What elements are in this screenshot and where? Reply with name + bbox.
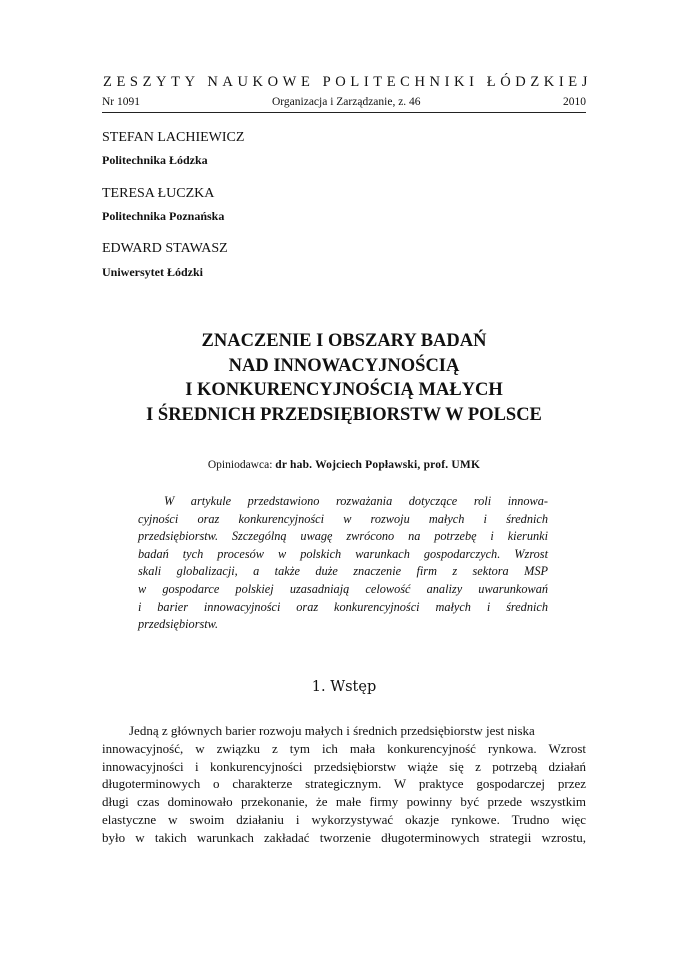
- reviewer-label: Opiniodawca:: [207, 459, 273, 471]
- abstract-line: w gospodarce polskiej uzasadniają celowość analizy uwarunkowań: [138, 581, 548, 596]
- author-affiliation: Politechnika Poznańska: [102, 209, 225, 223]
- body-line: innowacyjności i konkurencyjności przedsiębiorstw wiąże się z potrzebą działań: [102, 758, 586, 774]
- title-line: NAD INNOWACYJNOŚCIĄ: [228, 355, 460, 376]
- article-title: [102, 329, 586, 427]
- author-affiliation: Politechnika Łódzka: [102, 153, 208, 167]
- body-line: innowacyjność, w związku z tym ich mała konkurencyjność rynkowa. Wzrost: [102, 740, 586, 756]
- author-name: EDWARD STAWASZ: [102, 241, 228, 256]
- body-text: [102, 722, 586, 847]
- title-line: I ŚREDNICH PRZEDSIĘBIORSTW W POLSCE: [146, 404, 542, 425]
- author-name: STEFAN LACHIEWICZ: [102, 130, 245, 145]
- journal-series: Organizacja i Zarządzanie, z. 46: [272, 96, 421, 108]
- abstract-line: i barier innowacyjności oraz konkurencyjności małych i średnich: [138, 599, 548, 614]
- abstract-line: skali globalizacji, a także duże znaczenie firm z sektora MSP: [138, 564, 548, 579]
- journal-year: 2010: [563, 96, 586, 108]
- reviewer-line: [102, 459, 586, 471]
- abstract: [138, 493, 548, 634]
- journal-title: ZESZYTY NAUKOWE POLITECHNIKI ŁÓDZKIEJ: [103, 74, 593, 90]
- abstract-line: przedsiębiorstw.: [138, 617, 219, 632]
- abstract-line: cyjności oraz konkurencyjności w rozwoju małych i średnich: [138, 511, 548, 526]
- journal-meta-line: [102, 96, 586, 113]
- body-line: elastyczne w swoim działaniu i wykorzystywać okazje rynkowe. Trudno więc: [102, 811, 586, 827]
- author-name: TERESA ŁUCZKA: [102, 186, 215, 201]
- abstract-line: W artykule przedstawiono rozważania dotyczące roli innowa-: [164, 494, 548, 508]
- body-line: długi czas dominowało przekonanie, że małe firmy powinny być przede wszystkim: [102, 794, 586, 810]
- body-line: długoterminowych o charakterze strategicznym. W praktyce gospodarczej przez: [102, 776, 586, 792]
- reviewer-name: dr hab. Wojciech Popławski, prof. UMK: [275, 459, 481, 471]
- section-heading: 1. Wstęp: [311, 679, 377, 695]
- body-line: Jedną z głównych barier rozwoju małych i średnich przedsiębiorstw jest niska: [129, 723, 535, 738]
- title-line: ZNACZENIE I OBSZARY BADAŃ: [201, 331, 487, 351]
- body-line: było w takich warunkach zakładać tworzenie długoterminowych strategii wzrostu,: [102, 829, 586, 845]
- author-affiliation: Uniwersytet Łódzki: [102, 265, 203, 279]
- abstract-line: badań tych procesów w polskich warunkach gospodarczych. Wzrost: [138, 546, 548, 561]
- journal-number: Nr 1091: [102, 96, 141, 108]
- title-line: I KONKURENCYJNOŚCIĄ MAŁYCH: [185, 380, 503, 400]
- abstract-line: przedsiębiorstw. Szczególną uwagę zwrócono na potrzebę i kierunki: [138, 529, 548, 544]
